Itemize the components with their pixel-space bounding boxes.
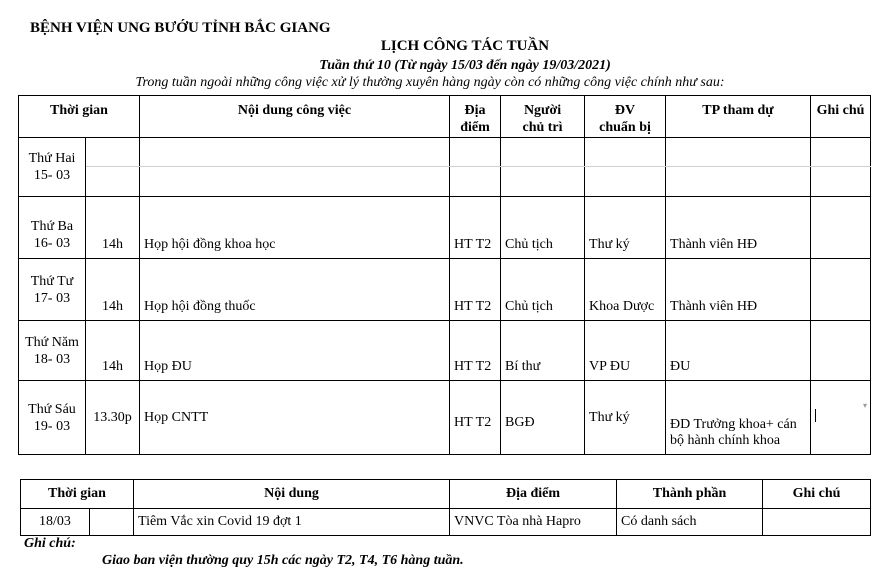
hospital-name: BỆNH VIỆN UNG BƯỚU TỈNH BẮC GIANG: [30, 20, 331, 36]
note-cell: [811, 321, 871, 381]
header-time: Thời gian: [19, 96, 140, 138]
header-content: Nội dung: [134, 480, 450, 509]
day-cell: Thứ Tư 17- 03: [19, 259, 86, 321]
host-cell: Chủ tịch: [501, 259, 585, 321]
table-row: [19, 381, 871, 455]
content-cell: Họp ĐU: [140, 321, 450, 381]
header-place: Địa điểm: [450, 96, 501, 138]
note-cell: [811, 259, 871, 321]
day-cell: Thứ Hai 15- 03: [19, 138, 86, 197]
place-cell: VNVC Tòa nhà Hapro: [450, 509, 617, 536]
place-cell: HT T2: [450, 197, 501, 259]
header-time: Thời gian: [21, 480, 134, 509]
place-cell: HT T2: [450, 259, 501, 321]
day-cell: Thứ Năm 18- 03: [19, 321, 86, 381]
members-cell: Có danh sách: [617, 509, 763, 536]
host-cell: Chủ tịch: [501, 197, 585, 259]
header-place: Địa điểm: [450, 480, 617, 509]
prep-cell: VP ĐU: [585, 321, 666, 381]
note-cell: [763, 509, 871, 536]
attend-cell: Thành viên HĐ: [666, 197, 811, 259]
day-cell: Thứ Sáu 19- 03: [19, 381, 86, 455]
footer-note: Giao ban viện thường quy 15h các ngày T2, T4, T6 hàng tuần.: [102, 553, 464, 568]
place-cell: HT T2: [450, 381, 501, 455]
footer-label: Ghi chú:: [24, 536, 76, 551]
attend-cell: ĐU: [666, 321, 811, 381]
host-cell: Bí thư: [501, 321, 585, 381]
table-row: [19, 259, 871, 321]
host-cell: BGĐ: [501, 381, 585, 455]
page-title: LỊCH CÔNG TÁC TUẦN: [380, 38, 550, 54]
day-cell: Thứ Ba 16- 03: [19, 197, 86, 259]
header-members: Thành phần: [617, 480, 763, 509]
content-cell: Họp hội đồng thuốc: [140, 259, 450, 321]
extra-schedule-table: [20, 479, 871, 536]
week-subtitle: Tuần thứ 10 (Từ ngày 15/03 đến ngày 19/03/2021): [319, 58, 611, 73]
text-cursor: [815, 409, 816, 422]
table-header-row: [21, 480, 871, 509]
prep-cell: Thư ký: [585, 197, 666, 259]
content-cell: Họp hội đồng khoa học: [140, 197, 450, 259]
content-cell: Họp CNTT: [140, 381, 450, 455]
date-cell: 18/03: [21, 509, 90, 536]
header-content: Nội dung công việc: [140, 96, 450, 138]
intro-text: Trong tuần ngoài những công việc xử lý thường xuyên hàng ngày còn có những công việc chính như sau:: [135, 75, 725, 90]
attend-cell: Thành viên HĐ: [666, 259, 811, 321]
content-cell: Tiêm Vắc xin Covid 19 đợt 1: [134, 509, 450, 536]
note-cell[interactable]: [811, 381, 871, 455]
header-prep: ĐV chuẩn bị: [585, 96, 666, 138]
dropdown-indicator-icon: ▾: [863, 401, 868, 410]
header-note: Ghi chú: [763, 480, 871, 509]
time-cell: 14h: [86, 321, 140, 381]
time-cell: 13.30p: [86, 381, 140, 455]
note-cell: [811, 197, 871, 259]
header-host: Người chủ trì: [501, 96, 585, 138]
prep-cell: Khoa Dược: [585, 259, 666, 321]
prep-cell: Thư ký: [585, 381, 666, 455]
time-cell: [90, 509, 134, 536]
table-row: [19, 321, 871, 381]
table-header-row: [19, 96, 871, 138]
table-row: [19, 197, 871, 259]
place-cell: HT T2: [450, 321, 501, 381]
time-cell: 14h: [86, 259, 140, 321]
header-attend: TP tham dự: [666, 96, 811, 138]
attend-cell: ĐD Trưởng khoa+ cán bộ hành chính khoa: [666, 381, 811, 455]
header-note: Ghi chú: [811, 96, 871, 138]
time-cell: 14h: [86, 197, 140, 259]
weekly-schedule-table: [18, 95, 871, 455]
table-row: [19, 138, 871, 167]
table-row: [21, 509, 871, 536]
